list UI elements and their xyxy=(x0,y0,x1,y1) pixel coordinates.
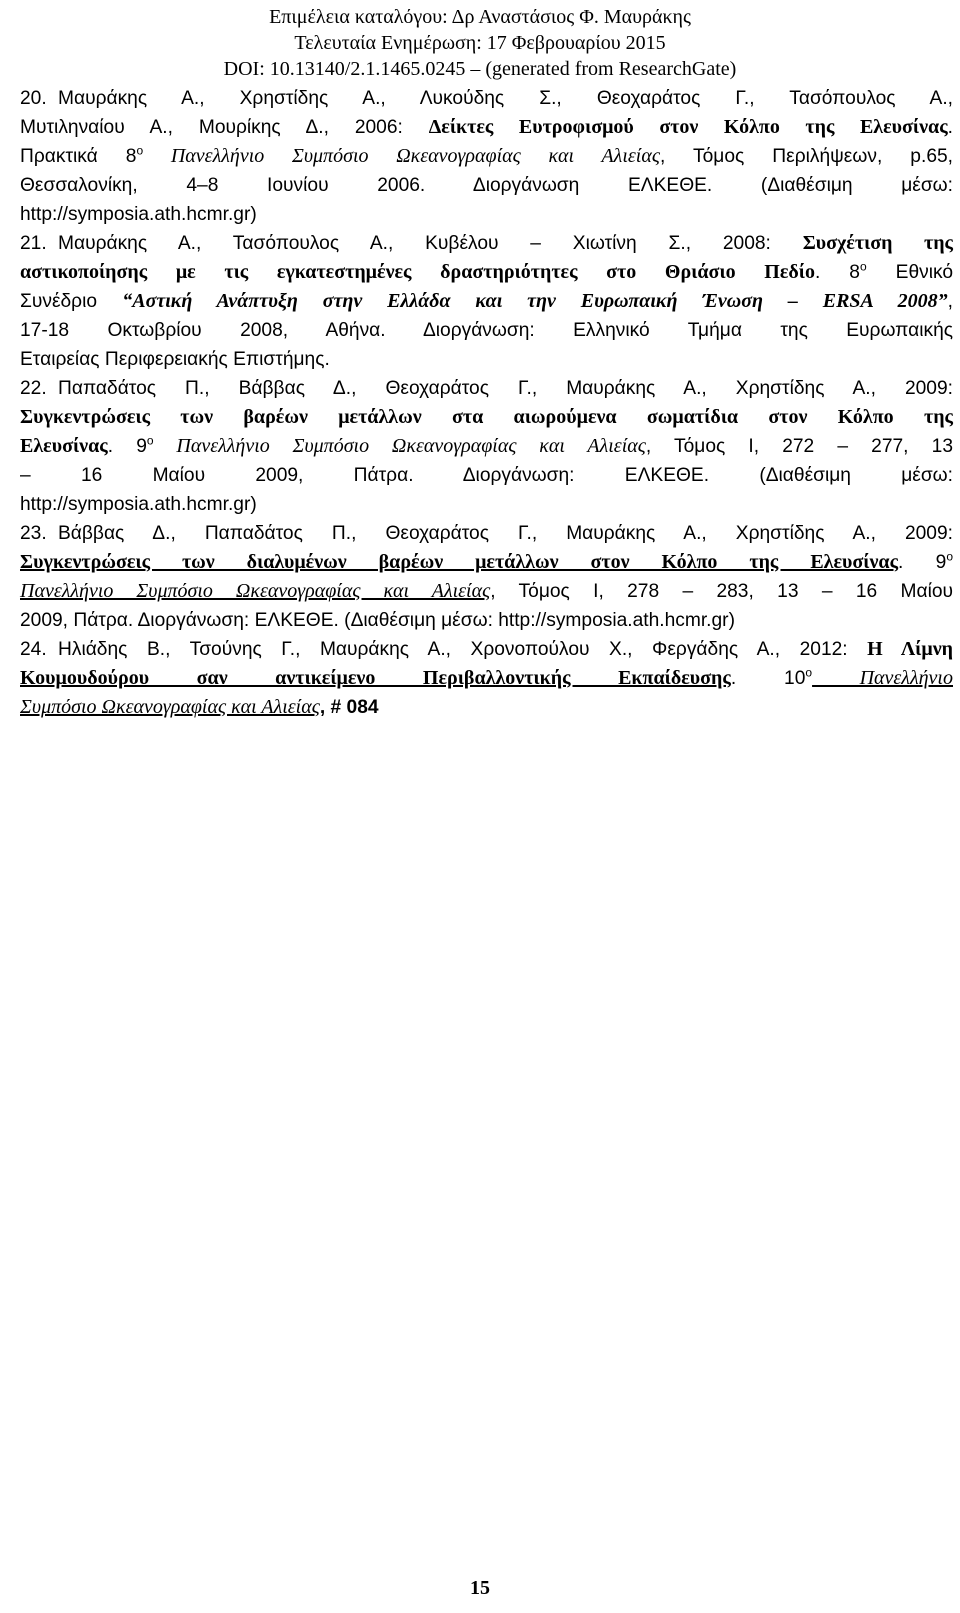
ref-line: Ηλιάδης Β., Τσούνης Γ., Μαυράκης Α., Χρονοπούλου Χ., Φεργάδης Α., 2012: Η Λίμνη xyxy=(58,638,954,660)
ref-line: Μυτιληναίου Α., Μουρίκης Δ., 2006: Δείκτες Ευτροφισμού στον Κόλπο της Ελευσίνας. xyxy=(20,116,953,138)
reference-number: 20. xyxy=(20,88,47,109)
header-editor: Επιμέλεια καταλόγου: Δρ Αναστάσιος Φ. Μαυράκης xyxy=(269,6,691,28)
ref-proceedings: Πανελλήνιο Συμπόσιο Ωκεανογραφίας και Αλιείας xyxy=(143,145,660,167)
ref-line: Κουμουδούρου σαν αντικείμενο Περιβαλλοντικής Εκπαίδευσης. $10^o$ Πανελλήνιο xyxy=(20,665,953,689)
ref-line: – 16 Μαίου 2009, Πάτρα. Διοργάνωση: ΕΛΚΕΘΕ. (Διαθέσιμη μέσω: xyxy=(20,465,953,486)
ref-line: Συμπόσιο Ωκεανογραφίας και Αλιείας, # 084 xyxy=(20,696,379,718)
ref-link[interactable]: http://symposia.ath.hcmr.gr) xyxy=(20,494,257,515)
ref-line: Συνέδριο “Αστική Ανάπτυξη στην Ελλάδα και την Ευρωπαική Ένωση – ERSA 2008”, xyxy=(20,290,953,312)
header-doi: DOI: 10.13140/2.1.1465.0245 – (generated from ResearchGate) xyxy=(223,58,737,80)
ref-line: Ελευσίνας. $9^o$ Πανελλήνιο Συμπόσιο Ωκεανογραφίας και Αλιείας, Τόμος Ι, 272 – 277, 13 xyxy=(20,433,953,457)
reference-item xyxy=(20,635,953,722)
ref-proceedings: Συμπόσιο Ωκεανογραφίας και Αλιείας xyxy=(20,696,320,718)
ref-line: Συγκεντρώσεις των διαλυμένων βαρέων μετάλλων στον Κόλπο της Ελευσίνας. $9^o$ xyxy=(20,549,953,573)
ref-line: αστικοποίησης με τις εγκατεστημένες δραστηριότητες στο Θριάσιο Πεδίο. $8^o$ Εθνικό xyxy=(20,259,953,283)
ref-proceedings: Πανελλήνιο Συμπόσιο Ωκεανογραφίας και Αλιείας xyxy=(153,435,646,457)
reference-list xyxy=(20,84,953,722)
ref-title: Δείκτες Ευτροφισμού στον Κόλπο της Ελευσίνας xyxy=(428,116,948,138)
page-number: 15 xyxy=(470,1577,490,1599)
header-updated: Τελευταία Ενημέρωση: 17 Φεβρουαρίου 2015 xyxy=(294,32,666,54)
reference-number: 22. xyxy=(20,378,47,399)
ref-line: Θεσσαλονίκη, 4–8 Ιουνίου 2006. Διοργάνωση ΕΛΚΕΘΕ. (Διαθέσιμη μέσω: xyxy=(20,175,953,196)
ref-line: Πρακτικά $8^o$ Πανελλήνιο Συμπόσιο Ωκεανογραφίας και Αλιείας, Τόμος Περιλήψεων, p.65, xyxy=(20,143,953,167)
ref-title: Η Λίμνη xyxy=(867,638,954,660)
reference-item xyxy=(20,84,953,229)
ref-line: Βάββας Δ., Παπαδάτος Π., Θεοχαράτος Γ., Μαυράκης Α., Χρηστίδης Α., 2009: xyxy=(58,523,953,544)
ref-title: Κουμουδούρου σαν αντικείμενο Περιβαλλοντικής Εκπαίδευσης xyxy=(20,667,731,689)
ref-line: 17-18 Οκτωβρίου 2008, Αθήνα. Διοργάνωση: Ελληνικό Τμήμα της Ευρωπαικής xyxy=(20,320,953,341)
ref-title: αστικοποίησης με τις εγκατεστημένες δραστηριότητες στο Θριάσιο Πεδίο xyxy=(20,261,815,283)
ref-title: Ελευσίνας xyxy=(20,435,108,457)
ref-line: Πανελλήνιο Συμπόσιο Ωκεανογραφίας και Αλιείας, Τόμος Ι, 278 – 283, 13 – 16 Μαίου xyxy=(20,580,953,602)
page-header xyxy=(0,4,960,82)
reference-item xyxy=(20,229,953,374)
ref-link[interactable]: 2009, Πάτρα. Διοργάνωση: ΕΛΚΕΘΕ. (Διαθέσιμη μέσω: http://symposia.ath.hcmr.gr) xyxy=(20,610,735,631)
ref-conference: “Αστική Ανάπτυξη στην Ελλάδα και την Ευρωπαική Ένωση – ERSA 2008” xyxy=(122,290,948,312)
ref-line: Παπαδάτος Π., Βάββας Δ., Θεοχαράτος Γ., Μαυράκης Α., Χρηστίδης Α., 2009: xyxy=(58,378,953,399)
ref-line xyxy=(20,403,953,432)
reference-item xyxy=(20,374,953,519)
ref-title: Συγκεντρώσεις των βαρέων μετάλλων στα αιωρούμενα σωματίδια στον Κόλπο της xyxy=(20,406,953,428)
reference-item xyxy=(20,519,953,635)
ref-line: Μαυράκης Α., Χρηστίδης Α., Λυκούδης Σ., Θεοχαράτος Γ., Τασόπουλος Α., xyxy=(58,88,953,109)
ref-title: Συγκεντρώσεις των διαλυμένων βαρέων μετάλλων στον Κόλπο της Ελευσίνας xyxy=(20,551,899,573)
reference-number: 21. xyxy=(20,233,47,254)
ref-line: Μαυράκης Α., Τασόπουλος Α., Κυβέλου – Χιωτίνη Σ., 2008: Συσχέτιση της xyxy=(58,232,953,254)
ref-link[interactable]: http://symposia.ath.hcmr.gr) xyxy=(20,204,257,225)
ref-line: Εταιρείας Περιφερειακής Επιστήμης. xyxy=(20,349,330,370)
reference-number: 23. xyxy=(20,523,47,544)
reference-number: 24. xyxy=(20,639,47,660)
ref-proceedings: Πανελλήνιο Συμπόσιο Ωκεανογραφίας και Αλιείας xyxy=(20,580,491,602)
ref-title: Συσχέτιση της xyxy=(802,232,953,254)
